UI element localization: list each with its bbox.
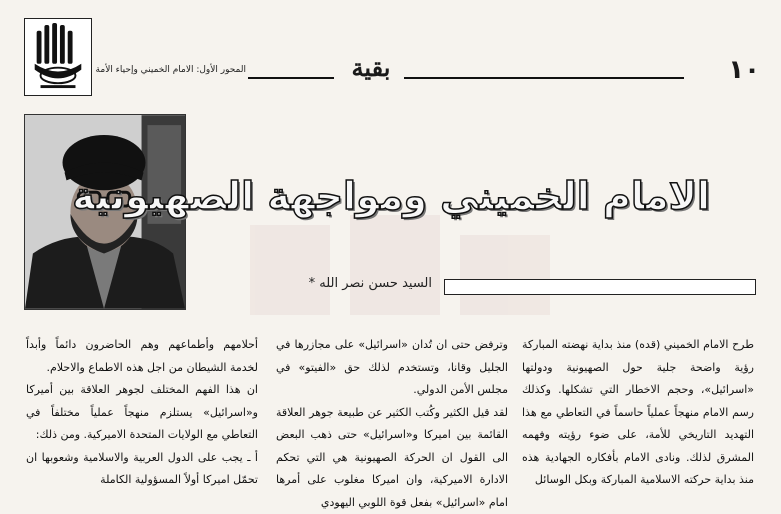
paragraph: ان هذا الفهم المختلف لجوهر العلاقة بين أميركا و«اسرائيل» يستلزم منهجاً عملياً مختلفاً في التعاطي مع الولايات المتحدة الاميركية. ومن ذلك:	[26, 379, 258, 447]
author-bar	[444, 279, 756, 295]
magazine-name: بقية	[340, 54, 402, 82]
paragraph: أحلامهم وأطماعهم وهم الحاضرون دائماً وأبداً لخدمة الشيطان من اجل هذه الاطماع والاحلام.	[26, 334, 258, 379]
paragraph: أ ـ يجب على الدول العربية والاسلامية وشعوبها ان تحمّل اميركا أولاً المسؤولية الكاملة	[26, 447, 258, 492]
section-header: المحور الأول: الامام الخميني وإحياء الأمة	[96, 65, 246, 75]
article-column-3	[26, 334, 258, 501]
header-rule-right	[404, 77, 684, 79]
header-rule-left	[248, 77, 334, 79]
paragraph: طرح الامام الخميني (قده) منذ بداية نهضته المباركة رؤية واضحة جلية حول الصهيونية ودولتها «اسرائيل»، وحجم الاخطار التي تشكلها. وكذلك رسم الامام منهجاً عملياً حاسماً في التعاطي مع هذا التهديد التاريخي للأمة، على ضوء رؤيته وفهمه المشرق لذلك. ونادى الامام بأفكاره الجهادية هذه منذ بداية حركته الاسلامية المباركة وبكل الوسائل	[522, 334, 754, 492]
watermark-emblem	[210, 205, 590, 335]
paragraph: وترفض حتى ان تُدان «اسرائيل» على مجازرها في الجليل وقانا، وتستخدم لذلك حق «الفيتو» في مجلس الأمن الدولي.	[276, 334, 508, 402]
page-number: ١٠	[716, 56, 760, 84]
article-column-2	[276, 334, 508, 501]
logo-emblem	[24, 18, 92, 96]
article-title: الامام الخميني ومواجهة الصهيونية	[240, 168, 710, 224]
article-column-1	[522, 334, 754, 501]
author-name: السيد حسن نصر الله *	[292, 276, 432, 291]
paragraph: لقد قيل الكثير وكُتب الكثير عن طبيعة جوهر العلاقة القائمة بين اميركا و«اسرائيل» حتى ذهب البعض الى القول ان الحركة الصهيونية هي التي تحكم الادارة الاميركية، وان اميركا مغلوب على أمرها امام «اسرائيل» بفعل قوة اللوبي اليهودي	[276, 402, 508, 514]
